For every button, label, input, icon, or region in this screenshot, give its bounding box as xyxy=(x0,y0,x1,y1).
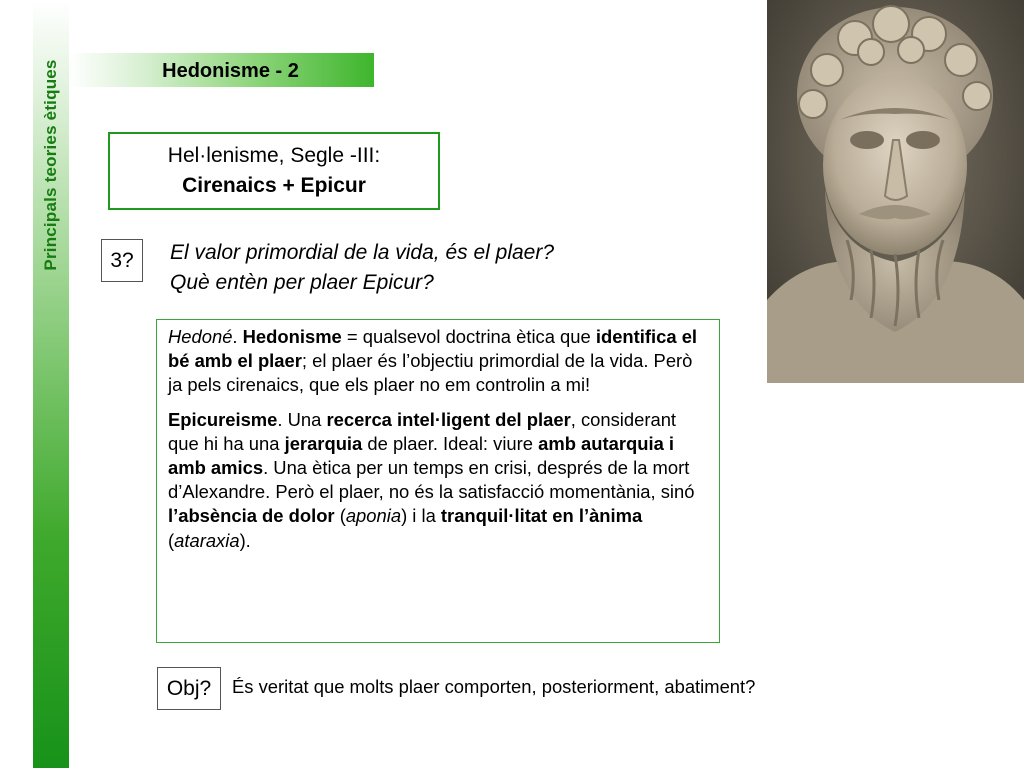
epicurus-bust-image xyxy=(767,0,1024,383)
text-run: . xyxy=(232,326,243,347)
greek-term: ataraxia xyxy=(174,529,240,551)
era-line-1: Hel·lenisme, Segle -III: xyxy=(167,144,381,167)
text-run: , considerant que hi ha una xyxy=(168,408,677,454)
question-line-2: Què entèn per plaer Epicur? xyxy=(170,271,434,294)
sidebar-label: Principals teories ètiques xyxy=(41,59,60,271)
text-run: ) i la xyxy=(401,505,441,527)
title-bar xyxy=(69,53,374,87)
key-phrase: identifica el bé amb el plaer xyxy=(168,326,698,372)
hedone-term: Hedoné xyxy=(168,326,233,347)
key-phrase: jerarquia xyxy=(284,432,363,454)
text-run: . Una ètica per un temps en crisi, després de la mort d’Alexandre. Però el plaer, no és la satisfacció momentània, sinó xyxy=(168,457,695,503)
era-box xyxy=(108,132,440,210)
objection-text: És veritat que molts plaer comporten, posteriorment, abatiment? xyxy=(232,676,756,697)
key-phrase: recerca intel·ligent del plaer xyxy=(326,408,571,430)
question-text xyxy=(170,238,554,298)
bust-illustration xyxy=(767,0,1024,383)
hedonism-term: Hedonisme xyxy=(242,326,342,347)
question-line-1: El valor primordial de la vida, és el plaer? xyxy=(170,241,555,264)
text-run: ). xyxy=(239,529,251,551)
key-phrase: amb autarquia i amb amics xyxy=(168,432,675,479)
text-run: ( xyxy=(334,505,346,527)
text-run: ( xyxy=(168,529,175,551)
text-run: = qualsevol doctrina ètica que xyxy=(341,326,596,347)
page-title: Hedonisme - 2 xyxy=(162,60,299,82)
text-run: . Una xyxy=(277,408,327,430)
objection-tag: Obj? xyxy=(157,667,221,710)
text-run: de plaer. Ideal: viure xyxy=(362,432,539,454)
epicureanism-paragraph xyxy=(168,408,709,553)
key-phrase: tranquil·litat en l’ànima xyxy=(440,505,643,527)
hedonism-paragraph xyxy=(168,325,709,398)
content-box xyxy=(156,319,720,643)
era-line-2: Cirenaics + Epicur xyxy=(182,174,366,197)
epicureanism-term: Epicureisme xyxy=(168,408,278,430)
key-phrase: l’absència de dolor xyxy=(168,505,335,527)
text-run: ; el plaer és l’objectiu primordial de la vida. Però ja pels cirenaics, que els plaer no em controlin a mi! xyxy=(168,350,693,396)
question-tag: 3? xyxy=(101,239,143,282)
greek-term: aponia xyxy=(345,505,402,527)
